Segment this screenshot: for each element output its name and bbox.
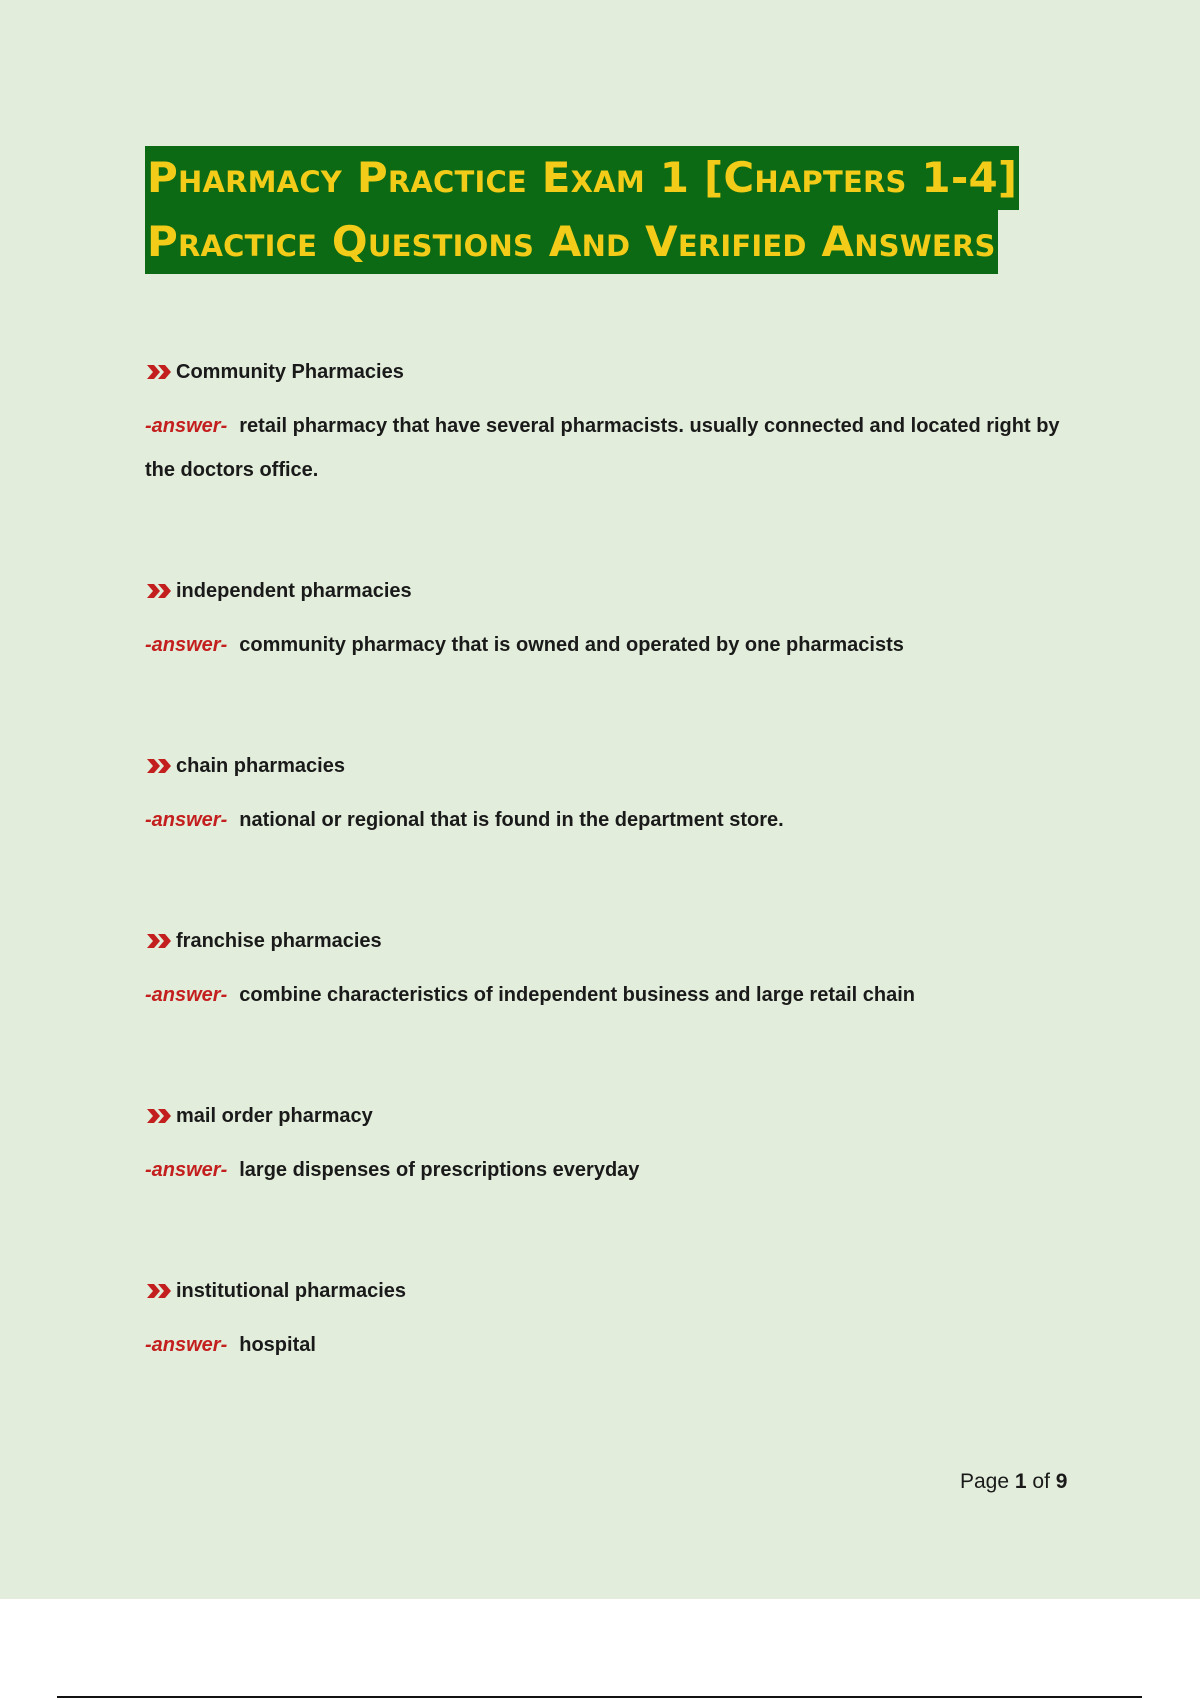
answer-body: hospital [239,1334,316,1356]
of-word: of [1032,1470,1050,1493]
double-chevron-right-icon [145,756,175,776]
answer-tag: -answer- [145,1159,228,1181]
answer-tag: -answer- [145,415,228,437]
answer-body: national or regional that is found in the department store. [239,809,784,831]
term-label: Community Pharmacies [176,360,404,383]
page-word: Page [960,1470,1010,1493]
double-chevron-right-icon [145,362,175,382]
answer-tag: -answer- [145,984,228,1006]
qa-item [145,577,1085,667]
answer-text [145,1323,1085,1367]
term-row [145,752,1085,780]
answer-body: community pharmacy that is owned and operated by one pharmacists [239,634,904,656]
answer-text [145,404,1085,492]
answer-tag: -answer- [145,634,228,656]
double-chevron-right-icon [145,931,175,951]
answer-body: large dispenses of prescriptions everyday [239,1159,640,1181]
qa-item [145,927,1085,1017]
current-page: 1 [1014,1470,1027,1493]
term-row [145,358,1085,386]
term-row [145,577,1085,605]
answer-text [145,1148,1085,1192]
double-chevron-right-icon [145,581,175,601]
total-pages: 9 [1055,1470,1068,1493]
double-chevron-right-icon [145,1106,175,1126]
page-number [960,1470,1067,1494]
answer-body: combine characteristics of independent business and large retail chain [239,984,916,1006]
double-chevron-right-icon [145,1281,175,1301]
answer-text [145,798,1085,842]
term-label: chain pharmacies [176,754,345,777]
title-line-2: Practice Questions And Verified Answers [145,210,998,274]
qa-item [145,1277,1085,1367]
answer-tag: -answer- [145,809,228,831]
term-label: independent pharmacies [176,579,412,602]
document-title [145,146,1019,274]
answer-body: retail pharmacy that have several pharmacists. usually connected and located right by the doctors office. [145,415,1060,481]
title-line-1: Pharmacy Practice Exam 1 [Chapters 1-4] [145,146,1019,210]
qa-item [145,1102,1085,1192]
term-label: institutional pharmacies [176,1279,407,1302]
qa-item [145,752,1085,842]
page-divider [57,1696,1142,1698]
qa-item [145,358,1085,492]
term-label: franchise pharmacies [176,929,382,952]
answer-text [145,623,1085,667]
answer-tag: -answer- [145,1334,228,1356]
answer-text [145,973,1085,1017]
term-row [145,1277,1085,1305]
term-row [145,927,1085,955]
term-row [145,1102,1085,1130]
term-label: mail order pharmacy [176,1104,373,1127]
